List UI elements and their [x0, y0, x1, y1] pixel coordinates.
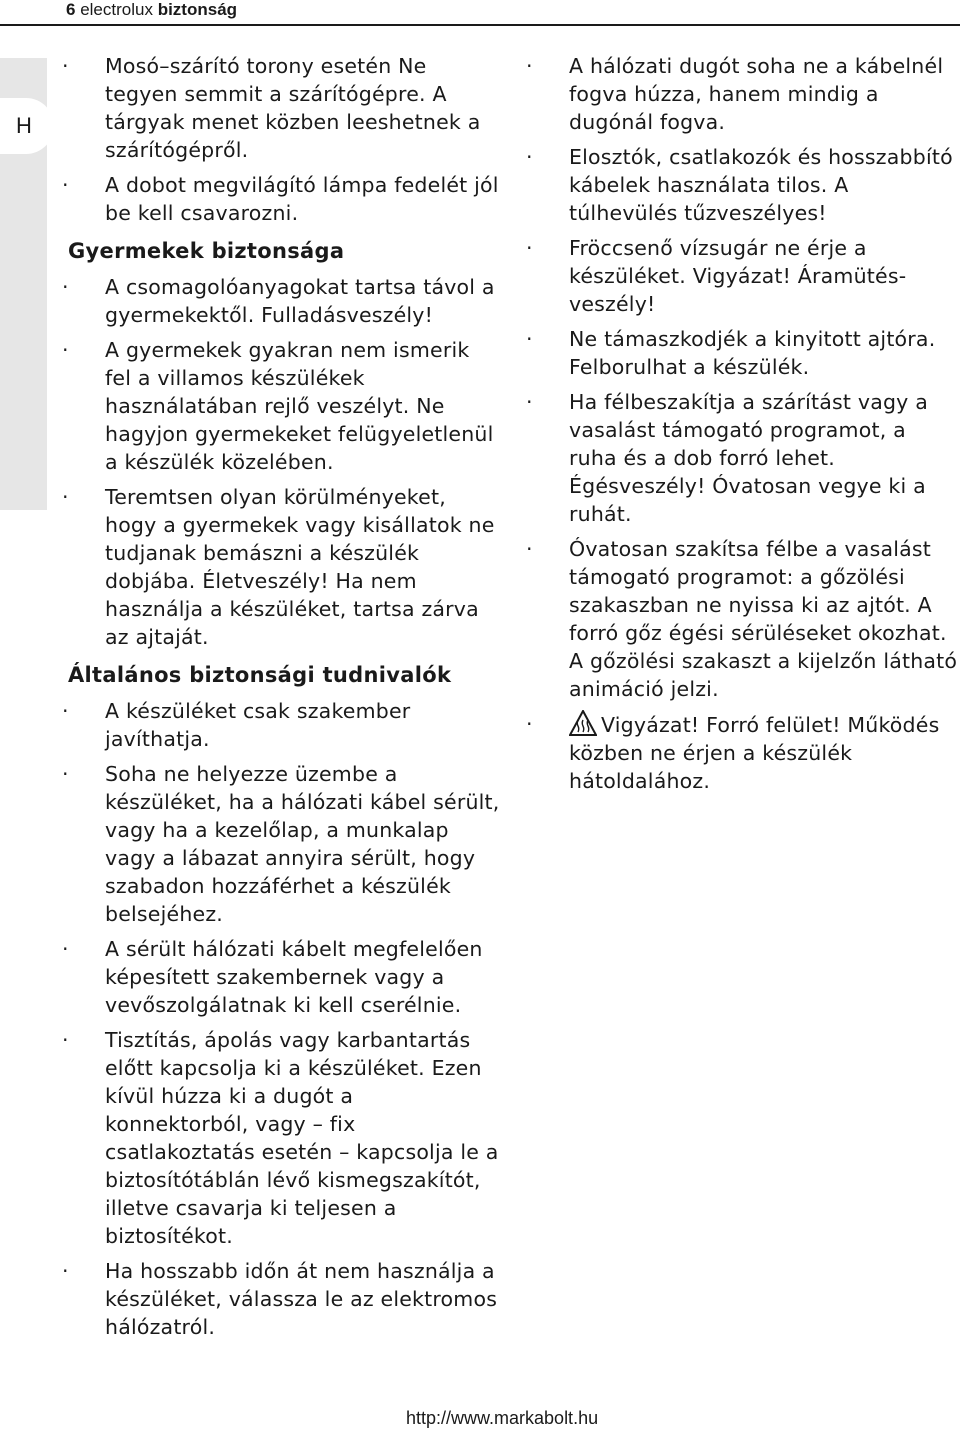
- bullet: ·: [62, 1028, 69, 1052]
- bullet: ·: [62, 1259, 69, 1283]
- bullet: ·: [62, 762, 69, 786]
- list-item-text: Fröccsenő vízsugár ne érje a készüléket. Vigyázat! Áramütés-veszély!: [569, 236, 907, 316]
- bullet: ·: [62, 275, 69, 299]
- bullet: ·: [526, 54, 533, 78]
- footer-url: http://www.markabolt.hu: [406, 1408, 599, 1428]
- bullet: ·: [526, 145, 533, 169]
- list-item: [62, 935, 502, 1019]
- list-item-text: Óvatosan szakítsa félbe a vasalást támogató programot: a gőzölési szakaszban ne nyissa ki az ajtót. A forró gőz égési sérüléseket okozhat. A gőzölési szakaszt a kijelzőn látható animáció jelzi.: [569, 537, 958, 701]
- list-item: [526, 143, 958, 227]
- list-item-text: A dobot megvilágító lámpa fedelét jól be kell csavarozni.: [105, 173, 499, 225]
- list-item: [526, 535, 958, 703]
- children-safety-heading: Gyermekek biztonsága: [68, 239, 345, 263]
- list-item: [62, 1257, 502, 1341]
- list-item-text: Soha ne helyezze üzembe a készüléket, ha a hálózati kábel sérült, vagy ha a kezelőlap, a munkalap vagy a lábazat annyira sérült, hogy szabadon hozzáférhet a készülék belsejéhez.: [105, 762, 500, 926]
- list-item-text: A csomagolóanyagokat tartsa távol a gyermekektől. Fulladásveszély!: [105, 275, 495, 327]
- right-column: [526, 52, 958, 802]
- list-item-text: A hálózati dugót soha ne a kábelnél fogva húzza, hanem mindig a dugónál fogva.: [569, 54, 944, 134]
- list-item: [526, 325, 958, 381]
- list-item-text: A készüléket csak szakember javíthatja.: [105, 699, 411, 751]
- list-item-text: Ha hosszabb időn át nem használja a készüléket, válassza le az elektromos hálózatról.: [105, 1259, 498, 1339]
- list-item-text: Vigyázat! Forró felület! Működés közben ne érjen a készülék hátoldalához.: [569, 713, 940, 793]
- bullet: ·: [62, 937, 69, 961]
- language-tab: H: [0, 98, 54, 154]
- bullet: ·: [62, 54, 69, 78]
- bullet: ·: [526, 236, 533, 260]
- list-item-text: Elosztók, csatlakozók és hosszabbító kábelek használata tilos. A túlhevülés tűzveszélyes!: [569, 145, 953, 225]
- list-item-text: A sérült hálózati kábelt megfelelően képesített szakembernek vagy a vevőszolgálatnak ki kell cserélnie.: [105, 937, 483, 1017]
- bullet: ·: [526, 537, 533, 561]
- list-item: [62, 336, 502, 476]
- list-item-text: A gyermekek gyakran nem ismerik fel a villamos készülékek használatában rejlő veszélyt. Ne hagyjon gyermekeket felügyeletlenül a készülék közelében.: [105, 338, 494, 474]
- bullet: ·: [62, 338, 69, 362]
- bullet: ·: [62, 485, 69, 509]
- bullet: ·: [526, 390, 533, 414]
- list-item-text: Mosó–szárító torony esetén Ne tegyen semmit a szárítógépre. A tárgyak menet közben leeshetnek a szárítógépről.: [105, 54, 481, 162]
- list-item-hot-surface: [526, 710, 958, 795]
- list-item: [62, 171, 502, 227]
- list-item-text: Ha félbeszakítja a szárítást vagy a vasalást támogató programot, a ruha és a dob forró lehet. Égésveszély! Óvatosan vegye ki a ruhát.: [569, 390, 928, 526]
- list-item-text: Tisztítás, ápolás vagy karbantartás előtt kapcsolja ki a készüléket. Ezen kívül húzza ki a dugót a konnektorból, vagy – fix csatlakoztatás esetén – kapcsolja le a biztosítótáblán lévő kismegszakítót, illetve csavarja ki teljesen a biztosítékot.: [105, 1028, 499, 1248]
- list-item: [62, 760, 502, 928]
- section-title: biztonság: [157, 0, 238, 19]
- bullet: ·: [526, 327, 533, 351]
- list-item: [526, 52, 958, 136]
- list-item: [526, 388, 958, 528]
- list-item-text: Ne támaszkodjék a kinyitott ajtóra. Felborulhat a készülék.: [569, 327, 936, 379]
- list-item-text: Teremtsen olyan körülményeket, hogy a gyermekek vagy kisállatok ne tudjanak bemászni a készülék dobjába. Életveszély! Ha nem használja a készüléket, tartsa zárva az ajtaját.: [105, 485, 495, 649]
- left-column: [62, 52, 502, 1348]
- hot-surface-warning-icon: [569, 710, 597, 736]
- bullet: ·: [526, 712, 533, 736]
- page-number: 6: [66, 0, 76, 19]
- list-item: [62, 273, 502, 329]
- bullet: ·: [62, 173, 69, 197]
- list-item: [62, 697, 502, 753]
- header-rule: [0, 24, 960, 26]
- general-safety-heading: Általános biztonsági tudnivalók: [68, 663, 452, 687]
- list-item: [62, 52, 502, 164]
- list-item: [62, 1026, 502, 1250]
- list-item: [526, 234, 958, 318]
- brand-name: electrolux: [80, 0, 153, 19]
- bullet: ·: [62, 699, 69, 723]
- list-item: [62, 483, 502, 651]
